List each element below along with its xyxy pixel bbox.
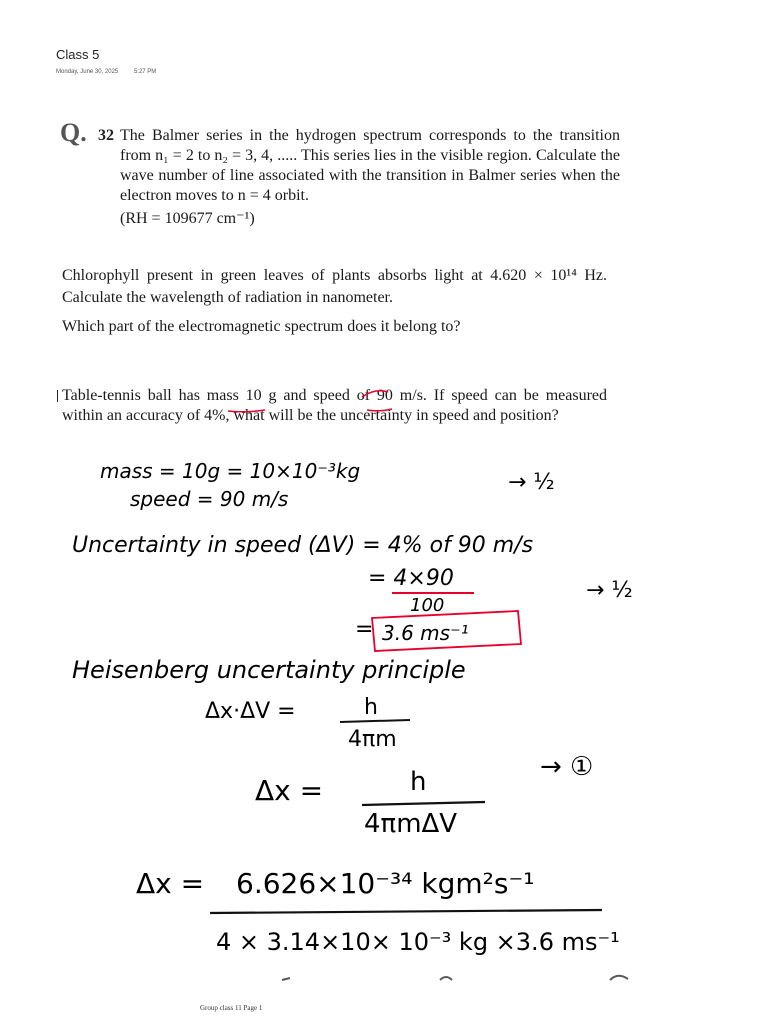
table-tennis-question: Table-tennis ball has mass 10 g and speed of 90 m/s. If speed can be measured within an accuracy of 4%, what will be the uncertainty in speed and position?: [62, 387, 607, 424]
hw-speed: speed = 90 m/s: [130, 487, 289, 511]
hw-result-speed: 3.6 ms⁻¹: [382, 621, 469, 645]
question-number: 32: [98, 127, 114, 144]
question-text: The Balmer series in the hydrogen spectrum corresponds to the transition from n₁ = 2 to n₂ = 3, 4, ..... This series lies in the visible region. Calculate the wave number of line associated with the transition in Balmer series when the electron moves to n = 4 orbit.: [120, 127, 620, 204]
hw-eq2-denominator: 4πmΔV: [364, 809, 458, 839]
hw-calc-denominator: 100: [410, 595, 445, 616]
page-date: Monday, June 30, 2025: [56, 69, 119, 75]
hw-eq1-denominator: 4πm: [348, 727, 397, 752]
hw-equals: =: [355, 617, 374, 642]
page-time: 5:27 PM: [133, 69, 157, 75]
page-title: Class 5: [56, 47, 100, 62]
hw-mark-half-1: → ½: [508, 470, 555, 495]
chlorophyll-question: Chlorophyll present in green leaves of plants absorbs light at 4.620 × 10¹⁴ Hz. Calculate the wavelength of radiation in nanometer.: [62, 267, 607, 306]
hw-uncertainty-speed: Uncertainty in speed (ΔV) = 4% of 90 m/s: [72, 533, 534, 558]
hw-eq1-numerator: h: [364, 695, 378, 720]
hw-eq2-lhs: Δx =: [255, 774, 324, 807]
question-given: (RH = 109677 cm⁻¹): [120, 210, 255, 227]
hw-heisenberg: Heisenberg uncertainty principle: [72, 656, 466, 684]
spectrum-question: Which part of the electromagnetic spectrum does it belong to?: [62, 318, 461, 335]
page-footer: Group class 11 Page 1: [200, 1004, 263, 1012]
question-label: Q.: [60, 118, 87, 147]
hw-calc-numerator: = 4×90: [368, 566, 454, 591]
hw-eq3-numerator: 6.626×10⁻³⁴ kgm²s⁻¹: [236, 867, 535, 900]
hw-mark-half-2: → ½: [586, 578, 633, 603]
hw-eq2-mark: → ①: [540, 752, 594, 782]
hw-eq2-numerator: h: [410, 767, 427, 797]
hw-eq3-lhs: Δx =: [136, 867, 205, 900]
hw-mass: mass = 10g = 10×10⁻³kg: [100, 459, 361, 483]
hw-eq1-lhs: Δx·ΔV =: [205, 699, 296, 724]
hw-eq3-denominator: 4 × 3.14×10× 10⁻³ kg ×3.6 ms⁻¹: [216, 928, 620, 956]
